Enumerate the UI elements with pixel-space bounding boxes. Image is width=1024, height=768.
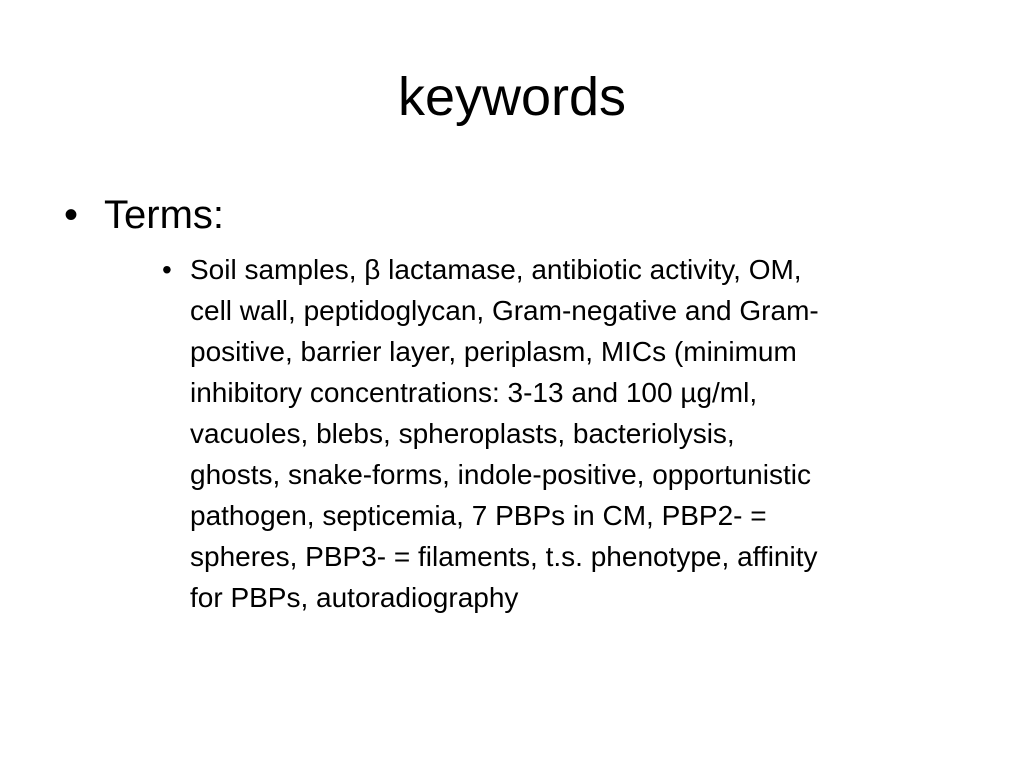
bullet-level-2 — [162, 249, 962, 618]
bullet-dot-icon: • — [64, 193, 79, 237]
keywords-list-text: Soil samples, β lactamase, antibiotic activity, OM, cell wall, peptidoglycan, Gram-negative and Gram- positive, barrier layer, periplasm, MICs (minimum inhibitory concentrations: 3-13 and 100 µg/ml, vacuoles, blebs, spheroplasts, bacteriolysis, ghosts, snake-forms, indole-positive, opportunistic pathogen, septicemia, 7 PBPs in CM, PBP2- = spheres, PBP3- = filaments, t.s. phenotype, affinity for PBPs, autoradiography — [190, 254, 819, 613]
slide-title: keywords — [397, 67, 627, 127]
bullet-level-1 — [60, 188, 224, 242]
sub-bullet-dot-icon: • — [162, 254, 172, 285]
terms-heading: Terms: — [104, 193, 224, 237]
